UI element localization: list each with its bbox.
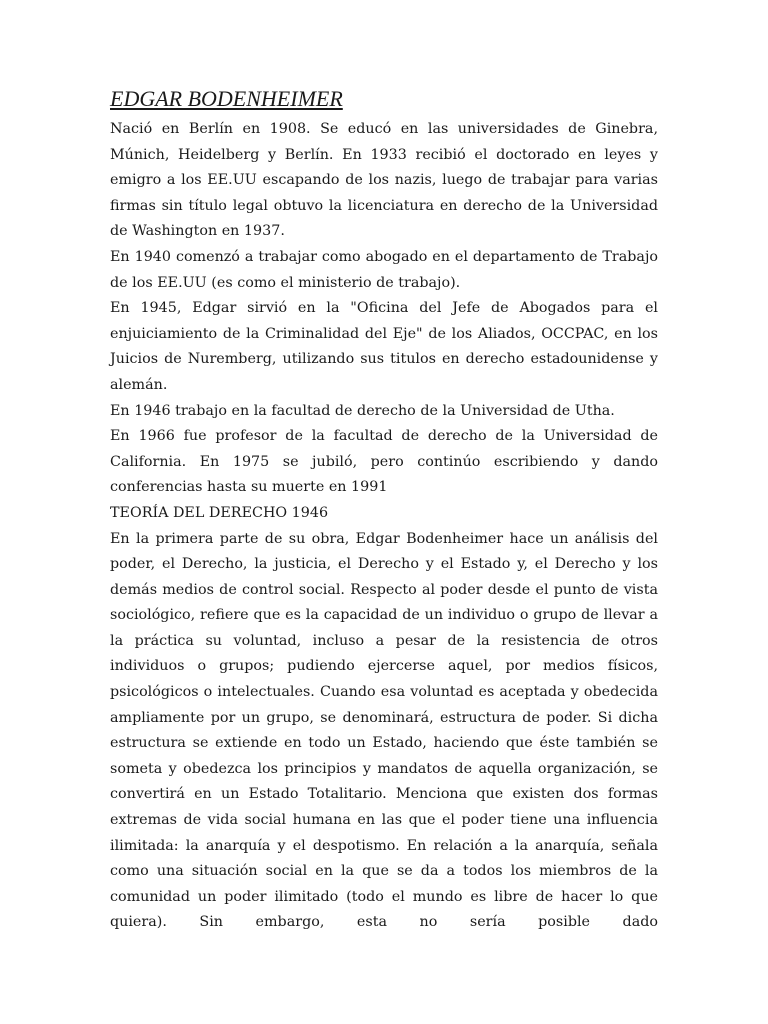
- paragraph-1946: En 1946 trabajo en la facultad de derecho de la Universidad de Utha.: [110, 402, 615, 419]
- paragraph-theory: En la primera parte de su obra, Edgar Bodenheimer hace un análisis del poder, el Derecho, la justicia, el Derecho y el Estado y, el Derecho y los demás medios de control social. Respecto al poder desde el punto de vista sociológico, refiere que es la capacidad de un individuo o grupo de llevar a la práctica su voluntad, incluso a pesar de la resistencia de otros individuos o grupos; pudiendo ejercerse aquel, por medios físicos, psicológicos o intelectuales. Cuando esa voluntad es aceptada y obedecida ampliamente por un grupo, se denominará, estructura de poder. Si dicha estructura se extiende en todo un Estado, haciendo que éste también se someta y obedezca los principios y mandatos de aquella organización, se convertirá en un Estado Totalitario. Menciona que existen dos formas extremas de vida social humana en las que el poder tiene una influencia ilimitada: la anarquía y el despotismo. En relación a la anarquía, señala como una situación social en la que se da a todos los miembros de la comunidad un poder ilimitado (todo el mundo es libre de hacer lo que quiera). Sin embargo, esta no sería posible dado: [110, 530, 658, 931]
- paragraph-1945: En 1945, Edgar sirvió en la "Oficina del Jefe de Abogados para el enjuiciamiento de la Criminalidad del Eje" de los Aliados, OCCPAC, en los Juicios de Nuremberg, utilizando sus titulos en derecho estadounidense y alemán.: [110, 300, 658, 393]
- paragraph-1940: En 1940 comenzó a trabajar como abogado en el departamento de Trabajo de los EE.UU (es como el ministerio de trabajo).: [110, 248, 658, 291]
- paragraph-1966: En 1966 fue profesor de la facultad de derecho de la Universidad de California. En 1975 se jubiló, pero continúo escribiendo y dando conferencias hasta su muerte en 1991: [110, 428, 658, 496]
- paragraph-birth-education: Nació en Berlín en 1908. Se educó en las universidades de Ginebra, Múnich, Heidelberg y Berlín. En 1933 recibió el doctorado en leyes y emigro a los EE.UU escapando de los nazis, luego de trabajar para varias firmas sin título legal obtuvo la licenciatura en derecho de la Universidad de Washington en 1937.: [110, 121, 658, 240]
- document-page: [110, 86, 658, 936]
- section-heading: TEORÍA DEL DERECHO 1946: [110, 504, 329, 521]
- document-title: EDGAR BODENHEIMER: [110, 86, 343, 111]
